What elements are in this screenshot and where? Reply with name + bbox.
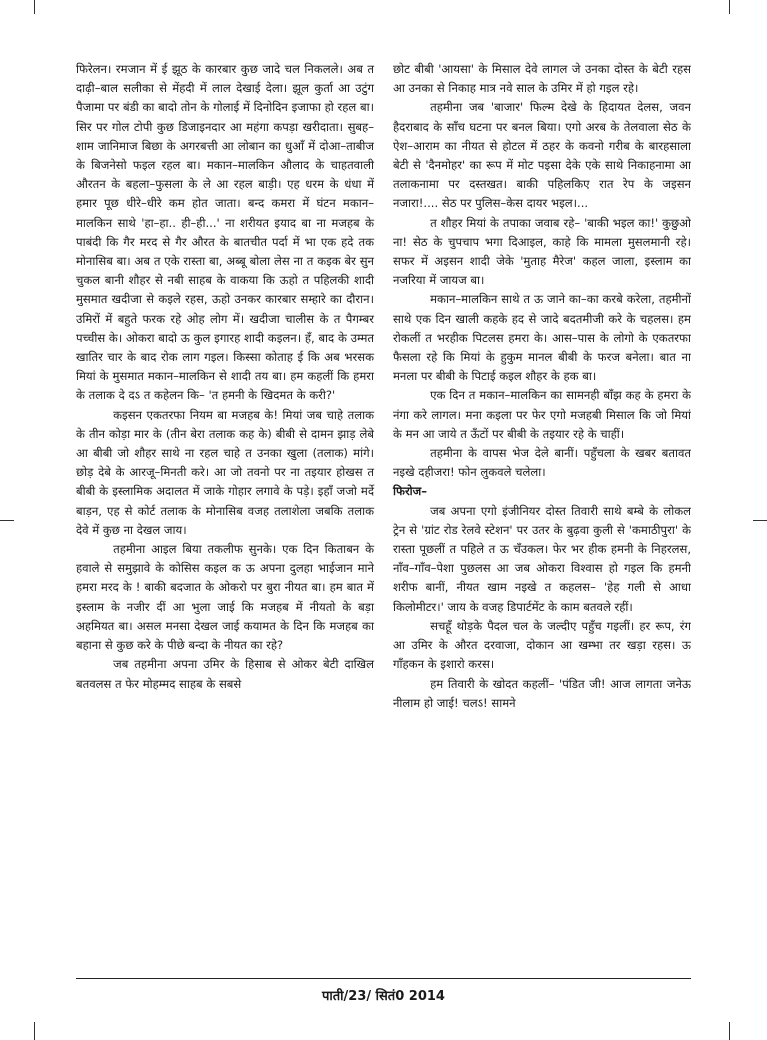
page-body bbox=[76, 60, 691, 975]
right-paragraph-1: छोट बीबी 'आयसा' के मिसाल देवे लागल जे उनका दोस्त के बेटी रहस आ उनका से निकाह मात्र नवे साल के उमिर में हो गइल रहे। bbox=[393, 62, 691, 96]
footer-rule bbox=[76, 978, 691, 979]
right-paragraph-7: जब अपना एगो इंजीनियर दोस्त तिवारी साथे बम्बे के लोकल ट्रेन से 'ग्रांट रोड रेलवे स्टेशन' पर उतर के बुढ़वा कुली से 'कमाठीपुरा' के रास्ता पूछलीं त पहिले त ऊ चँउकल। फेर भर हीक हमनी के निहरलस, नाँव–गाँव–पेशा पुछलस आ जब ओकरा विश्वास हो गइल कि हमनी शरीफ बानीं, नीयत खाम नइखे त कहलस– 'हेह गली से आधा किलोमीटर।' जाय के वजह डिपार्टमेंट के काम बतवले रहीं। bbox=[393, 503, 691, 614]
right-paragraph-8: सचहूँ थोड़के पैदल चल के जल्दीए पहुँच गइलीं। हर रूप, रंग आ उमिर के औरत दरवाजा, दोकान आ खम्भा तर खड़ा रहस। ऊ गाँहकन के इशारो करस। bbox=[393, 618, 691, 672]
crop-mark-bottom-right bbox=[729, 1022, 730, 1040]
left-paragraph-1: फिरेलन। रमजान में ई झूठ के कारबार कुछ जादे चल निकलले। अब त दाढ़ी–बाल सलीका से मेंहदी में लाल देखाई देला। झूल कुर्ता आ उटुंग पैजामा पर बंडी का बादो तोन के गोलाई में दिनोदिन इजाफा हो रहल बा। सिर पर गोल टोपी कुछ डिजाइनदार आ महंगा कपड़ा खरीदाता। सुबह–शाम जानिमाज बिछा के अगरबत्ती आ लोबान का धुआँ में दोआ–ताबीज के बिजनेसो फइल रहल बा। मकान–मालकिन औलाद के चाहतवाली औरतन के बहला–फुसला के ले आ रहल बाड़ी। एह धरम के धंधा में हमार पूछ धीरे–धीरे कम होत जाता। बन्द कमरा में घंटन मकान–मालकिन साथे 'हा–हा.. ही–ही...' ना शरीयत इयाद बा ना मजहब के पाबंदी कि गैर मरद से गैर औरत के बातचीत पर्दा में भा एक हदे तक मोनासिब बा। अब त एके रास्ता बा, अब्बू बोला लेस ना त कइक बेर सुन चुकल बानी शौहर से नबी साहब के वाकया कि ऊहो त पहिलकी शादी मुसमात खदीजा से कइले रहस, ऊहो उनकर कारबार सम्हारे का दौरान। उमिरों में बहुते फरक रहे ओह लोग में। खदीजा चालीस के त पैगम्बर पच्चीस के। ओकरा बादो ऊ कुल इगारह शादी कइलन। हँ, बाद के उम्मत खातिर चार के बाद रोक लाग गइल। किस्सा कोताह ई कि अब भरसक मियां के मुसमात मकान–मालकिन से शादी तय बा। हम कहलीं कि हमरा के तलाक दे दऽ त कहेलन कि– 'त हमनी के खिदमत के करी?' bbox=[76, 62, 374, 403]
left-paragraph-2: कइसन एकतरफा नियम बा मजहब के! मियां जब चाहे तलाक के तीन कोड़ा मार के (तीन बेरा तलाक कह के) बीबी से दामन झाड़ लेबे आ बीबी जो शौहर साथे ना रहल चाहे त उनका खुला (तलाक) मांगे। छोड़ देबे के आरजू–मिनती करे। आ जो तवनो पर ना तइयार होखस त बीबी के इस्लामिक अदालत में जाके गोहार लगावे के पड़े। इहाँ जजो मर्दे बाड़न, एह से कोर्ट तलाक के मोनासिब वजह तलाशेला जबकि तलाक देवे में कुछ ना देखल जाय। bbox=[76, 407, 374, 537]
right-paragraph-2: तहमीना जब 'बाजार' फिल्म देखे के हिदायत देलस, जवन हैदराबाद के साँच घटना पर बनल बिया। एगो अरब के तेलवाला सेठ के ऐश–आराम का नीयत से होटल में ठहर के कवनो गरीब के बारहसाला बेटी से 'दैनमोहर' का रूप में मोट पइसा देके एके साथे निकाहनामा आ तलाकनामा पर दस्तखत। बाकी पहिलकिए रात रेप के जइसन नजारा!.... सेठ पर पुलिस–केस दायर भइल।... bbox=[393, 100, 691, 211]
left-paragraph-3: तहमीना आइल बिया तकलीफ सुनके। एक दिन किताबन के हवाले से समुझावे के कोसिस कइल क ऊ अपना दुलहा भाईजान माने हमरा मरद के ! बाकी बदजात के ओकरो पर बुरा नीयत बा। हम बात में इस्लाम के नजीर दीं आ भुला जाई कि मजहब में नीयतो के बड़ा अहमियत बा। असल मनसा देखल जाई कयामत के दिन कि मजहब का बहाना से कुछ करे के पीछे बन्दा के नीयत का रहे? bbox=[76, 542, 374, 653]
crop-mark-left-mid bbox=[0, 520, 14, 521]
left-column bbox=[76, 60, 374, 975]
crop-mark-bottom-left bbox=[34, 1022, 35, 1040]
right-paragraph-3: त शौहर मियां के तपाका जवाब रहे– 'बाकी भइल का!' कुछुओ ना! सेठ के चुपचाप भगा दिआइल, काहे कि मामला मुसलमानी रहे। सफर में अइसन शादी जेके 'मुताह मैरेज' कहल जाला, इस्लाम का नजरिया में जायज बा। bbox=[393, 215, 691, 288]
right-paragraph-5: एक दिन त मकान–मालकिन का सामनही बाँझ कह के हमरा के नंगा करे लागल। मना कइला पर फेर एगो मजहबी मिसाल कि जो मियां के मन आ जाये त ऊँटों पर बीबी के तइयार रहे के चाहीं। bbox=[393, 388, 691, 441]
page-footer: पाती/23/ सितं0 2014 bbox=[322, 989, 445, 1004]
right-column bbox=[393, 60, 691, 975]
left-paragraph-4: जब तहमीना अपना उमिर के हिसाब से ओकर बेटी दाखिल बतवलस त फेर मोहम्मद साहब के सबसे bbox=[76, 657, 374, 691]
right-paragraph-6: तहमीना के वापस भेज देले बानीं। पहुँचला के खबर बतावत नइखे दहीजरा! फोन लुकवले चलेला। bbox=[393, 446, 691, 480]
right-paragraph-4: मकान–मालकिन साथे त ऊ जाने का–का करबे करेला, तहमीनों साथे एक दिन खाली कहके हद से जादे बदतमीजी करे के चहलस। हम रोकलीं त भरहीक पिटलस हमरा के। आस–पास के लोगो के एकतरफा फैसला रहे कि मियां के हुकुम मानल बीबी के फरज बनेला। बात ना मनला पर बीबी के पिटाई कइल शौहर के हक बा। bbox=[393, 292, 691, 384]
crop-mark-top-right bbox=[729, 0, 730, 14]
crop-mark-right-mid bbox=[753, 520, 767, 521]
right-paragraph-9: हम तिवारी के खोदत कहलीं– 'पंडित जी! आज लागता जनेऊ नीलाम हो जाई! चलऽ! सामने bbox=[393, 676, 691, 710]
crop-mark-top-left bbox=[34, 0, 35, 14]
section-heading-firoj: फिरोज– bbox=[393, 484, 428, 499]
